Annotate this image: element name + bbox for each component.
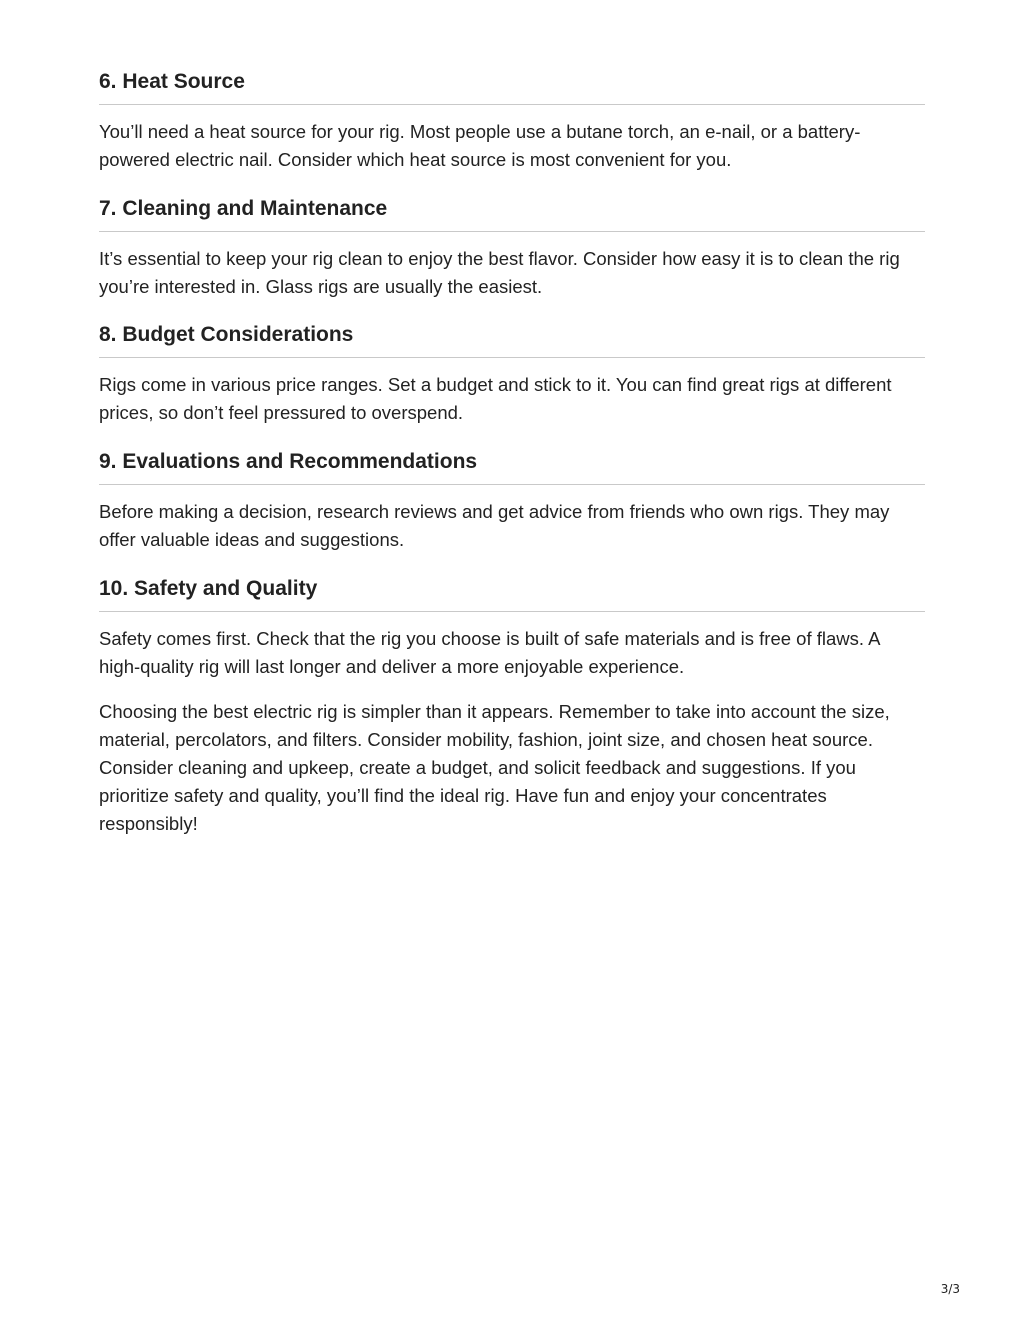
section-paragraph: Safety comes first. Check that the rig you choose is built of safe materials and is free of flaws. A high-quality rig will last longer and deliver a more enjoyable experience.: [99, 628, 880, 677]
section-paragraph: It’s essential to keep your rig clean to enjoy the best flavor. Consider how easy it is to clean the rig you’re interested in. Glass rigs are usually the easiest.: [99, 248, 900, 297]
section-evaluations-recommendations: [99, 449, 925, 554]
section-heat-source: [99, 69, 925, 174]
section-paragraph: You’ll need a heat source for your rig. Most people use a butane torch, an e-nail, or a battery-powered electric nail. Consider which heat source is most convenient for you.: [99, 121, 861, 170]
section-heading: 8. Budget Considerations: [99, 322, 925, 358]
section-paragraph: Rigs come in various price ranges. Set a budget and stick to it. You can find great rigs at different prices, so don’t feel pressured to overspend.: [99, 374, 892, 423]
section-budget-considerations: [99, 322, 925, 427]
section-safety-quality: [99, 576, 925, 681]
section-paragraph: Before making a decision, research reviews and get advice from friends who own rigs. They may offer valuable ideas and suggestions.: [99, 501, 890, 550]
section-heading: 7. Cleaning and Maintenance: [99, 196, 925, 232]
section-cleaning-maintenance: [99, 196, 925, 301]
section-heading: 6. Heat Source: [99, 69, 925, 105]
page-number: 3/3: [940, 1282, 960, 1296]
section-heading: 9. Evaluations and Recommendations: [99, 449, 925, 485]
section-heading: 10. Safety and Quality: [99, 576, 925, 612]
conclusion-paragraph: Choosing the best electric rig is simpler than it appears. Remember to take into account the size, material, percolators, and filters. Consider mobility, fashion, joint size, and chosen heat source. Consider cleaning and upkeep, create a budget, and solicit feedback and suggestions. If you prioritize safety and quality, you’ll find the ideal rig. Have fun and enjoy your concentrates responsibly!: [99, 701, 890, 834]
